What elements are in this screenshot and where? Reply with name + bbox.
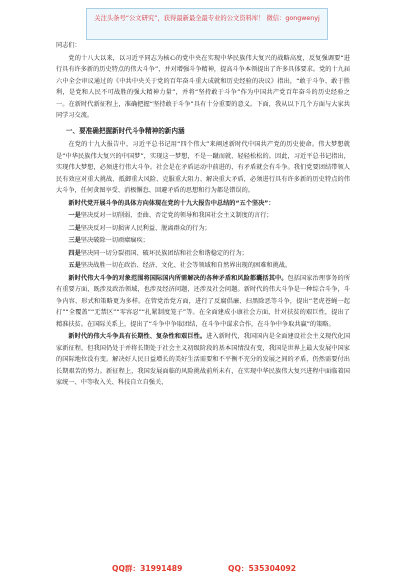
list-item-lead: 二是 bbox=[68, 224, 81, 232]
paragraph-intro: 党的十八大以来，以习近平同志为核心的党中央在实现中华民族伟大复兴的战略高度，反复强调要“进行具有许多新的历史特点的伟大斗争”，并对增强斗争精神，提高斗争本领提出了许多具体要求。党的十九届六中全会审议通过的《中共中央关于党的百年奋斗重大成就和历史经验的决议》指出，“敢于斗争、敢于胜利，是党和人民不可战胜的强大精神力量”，并将“坚持敢于斗争”作为中国共产党百年奋斗的历史经验之一。在新时代新征程上，准确把握“坚持敢于斗争”具有十分重要的意义。下面，我从以下几个方面与大家共同学习交流。 bbox=[56, 54, 351, 119]
paragraph-four-greats: 在党的十九大报告中，习近平总书记用“四个伟大”来阐述新时代中国共产党的历史使命。伟大梦想就是“中华民族伟大复兴的中国梦”，实现这一梦想，不是一蹴而就、轻轻松松的。因此，习近平总书记指出，实现伟大梦想，必须进行伟大斗争。社会是在矛盾运动中前进的，有矛盾就会有斗争。我们党要团结带领人民有效应对重大挑战、抵御重大风险、克服重大阻力、解决重大矛盾，必须进行具有许多新的历史特点的伟大斗争，任何贪图享受、消极懈怠、回避矛盾的思想和行为都是错误的。 bbox=[56, 141, 350, 194]
header-banner bbox=[86, 8, 328, 40]
footer-contact bbox=[0, 562, 408, 576]
paragraph-five-resolutes: 新时代党开展斗争的具体方向体现在党的十九大报告中总结的“五个坚决”： bbox=[68, 199, 275, 207]
document-body bbox=[56, 40, 350, 390]
list-item-lead: 四是 bbox=[68, 249, 81, 257]
paragraph-lead: 新时代的伟大斗争具有长期性、复杂性和艰巨性。 bbox=[68, 333, 207, 340]
qq-number: QQ：535304092 bbox=[228, 564, 297, 573]
list-item bbox=[56, 223, 350, 235]
list-item bbox=[56, 210, 350, 222]
list-item bbox=[56, 260, 350, 272]
section-heading: 一、要准确把握新时代斗争精神的新内涵 bbox=[65, 126, 185, 135]
paragraph-struggle-scope bbox=[56, 273, 350, 331]
list-item-text: 坚决反对一切损害人民利益、脱离群众的行为； bbox=[80, 224, 211, 232]
qq-group: QQ群：31991489 bbox=[112, 564, 183, 573]
paragraph-text: 进入新时代，我国国内是全面建设社会主义现代化国家新征程，但我国仍处于并将长期处于社会主义初级阶段的基本国情没有变，我国是世界上最大发展中国家的国际地位没有变。解决好人民日益增长的美好生活需要和不平衡不充分的发展之间的矛盾，仍然需要付出长期艰苦的努力。新征程上，我国发展面临的风险挑战前所未有，在实现中华民族伟大复兴进程中面临着国家统一、中等收入关、科技自立自强关、 bbox=[56, 333, 351, 386]
list-item-text: 坚决破除一切顽瘴痼疾； bbox=[80, 237, 149, 244]
list-item-text: 坚决同一切分裂祖国、破坏民族团结和社会和谐稳定的行为； bbox=[80, 249, 248, 257]
list-item-text: 坚决战胜一切在政治、经济、文化、社会等领域和自然界出现的困难和挑战。 bbox=[80, 262, 292, 269]
list-item-text: 坚决反对一切削弱、歪曲、否定党的领导和我国社会主义制度的言行； bbox=[80, 212, 273, 219]
paragraph-text: 包括国家治理事务的所有重要方面，既涉及政治领域，也涉及经济问题，还涉及社会问题。新时代的伟大斗争是一种综合斗争，斗争内容、形式和策略更为多样。在管党治党方面，进行了反腐倡廉、扫黑除恶等斗争，提出“老虎苍蝇一起打”“全覆盖”“无禁区”“零容忍”“扎紧制度笼子”等。在全面建成小康社会方面，针对扶贫的艰巨性，提出了精准扶贫。在国际关系上，提出了“斗争中争取团结，在斗争中谋求合作，在斗争中争取共赢”的策略。 bbox=[56, 274, 351, 328]
list-item-lead: 五是 bbox=[68, 262, 81, 269]
list-item-lead: 三是 bbox=[68, 237, 81, 244]
banner-text: 关注头条号“公文研究”，获得最新最全最专业的公文资料库！ 微信：gongwenyj bbox=[94, 15, 320, 22]
paragraph-struggle-nature bbox=[56, 331, 350, 389]
list-item-lead: 一是 bbox=[68, 212, 81, 219]
paragraph-lead: 新时代伟大斗争的对象范围将国际国内所需解决的各种矛盾和风险都囊括其中。 bbox=[68, 274, 288, 282]
salutation: 同志们： bbox=[56, 42, 81, 49]
list-item bbox=[56, 248, 350, 260]
list-item bbox=[56, 235, 350, 247]
